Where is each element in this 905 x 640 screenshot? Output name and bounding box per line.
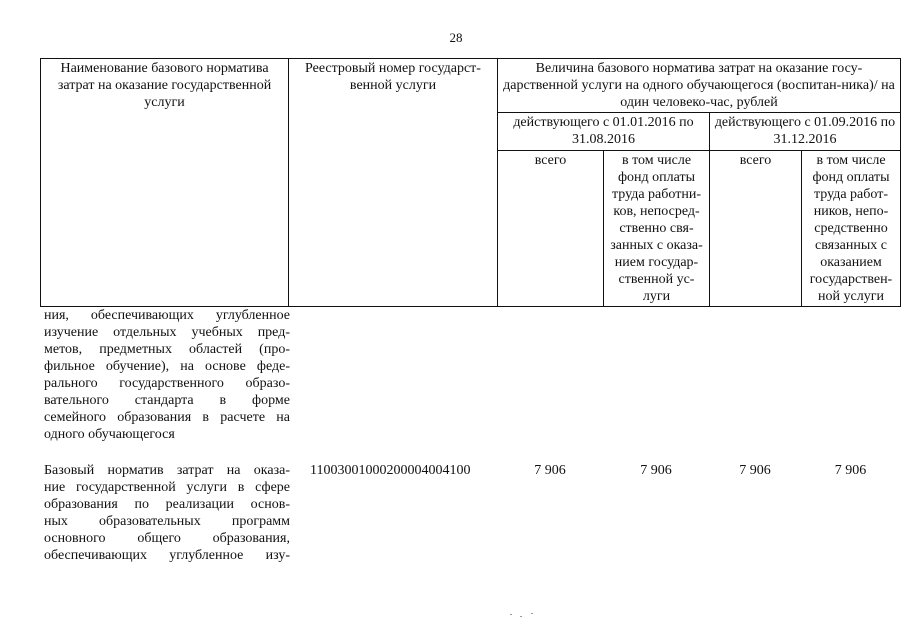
header-period-2: действующего с 01.09.2016 по 31.12.2016 [710,113,901,151]
row-1-name-line: метов, предметных областей (про- [44,342,290,357]
header-total-period-2: всего [710,151,802,307]
row-2-name-cell [44,462,290,564]
row-2-labor-fund-period-2: 7 906 [834,463,867,478]
header-registry-number-column: Реестровый номер государст-венной услуги [289,59,498,307]
row-2-name-line: обеспечивающих углубленное изу- [44,548,290,563]
row-2-name-line: основного общего образования, [44,531,290,546]
row-1-name-line: ния, обеспечивающих углубленное [44,308,290,323]
row-1-name-line: изучение отдельных учебных пред- [44,325,290,340]
norm-table-header [40,58,901,307]
row-2-name-line: ных образовательных программ [44,514,290,529]
row-2-registry-number: 11003001000200004004100 [310,463,471,478]
row-2-name-line: Базовый норматив затрат на оказа- [44,463,290,478]
row-1-name-line: вательного стандарта в форме [44,393,290,408]
row-1-name-line: рального государственного образо- [44,376,290,391]
scan-speck [510,614,512,615]
row-2-total-period-1: 7 906 [534,463,566,478]
row-1-name-line: одного обучающегося [44,427,175,442]
scan-speck [531,613,533,614]
header-value-group: Величина базового норматива затрат на оказание госу-дарственной услуги на одного обучающегося (воспитан-ника)/ на один человеко-час, рублей [498,59,901,113]
row-2-name-line: ние государственной услуги в сфере [44,480,290,495]
row-1-name-cell [44,307,290,443]
header-incl-labor-fund-period-1: в том числе фонд оплаты труда работни-ков, непосред-ственно свя-занных с оказа-нием государ-ственной ус-луги [604,151,710,307]
scan-speck [520,616,522,617]
row-2-labor-fund-period-1: 7 906 [640,463,672,478]
norm-table-body [40,305,900,635]
header-period-1: действующего с 01.01.2016 по 31.08.2016 [498,113,710,151]
row-1-name-line: семейного образования в расчете на [44,410,290,425]
header-name-column: Наименование базового норматива затрат на оказание государственной услуги [41,59,289,307]
header-total-period-1: всего [498,151,604,307]
page-number: 28 [449,30,463,45]
row-2-name-line: образования по реализации основ- [44,497,290,512]
row-1-name-line: фильное обучение), на основе феде- [44,359,290,374]
header-incl-labor-fund-period-2: в том числе фонд оплаты труда работ-ников, непо-средственно связанных с оказанием государствен-ной услуги [802,151,901,307]
row-2-total-period-2: 7 906 [739,463,771,478]
